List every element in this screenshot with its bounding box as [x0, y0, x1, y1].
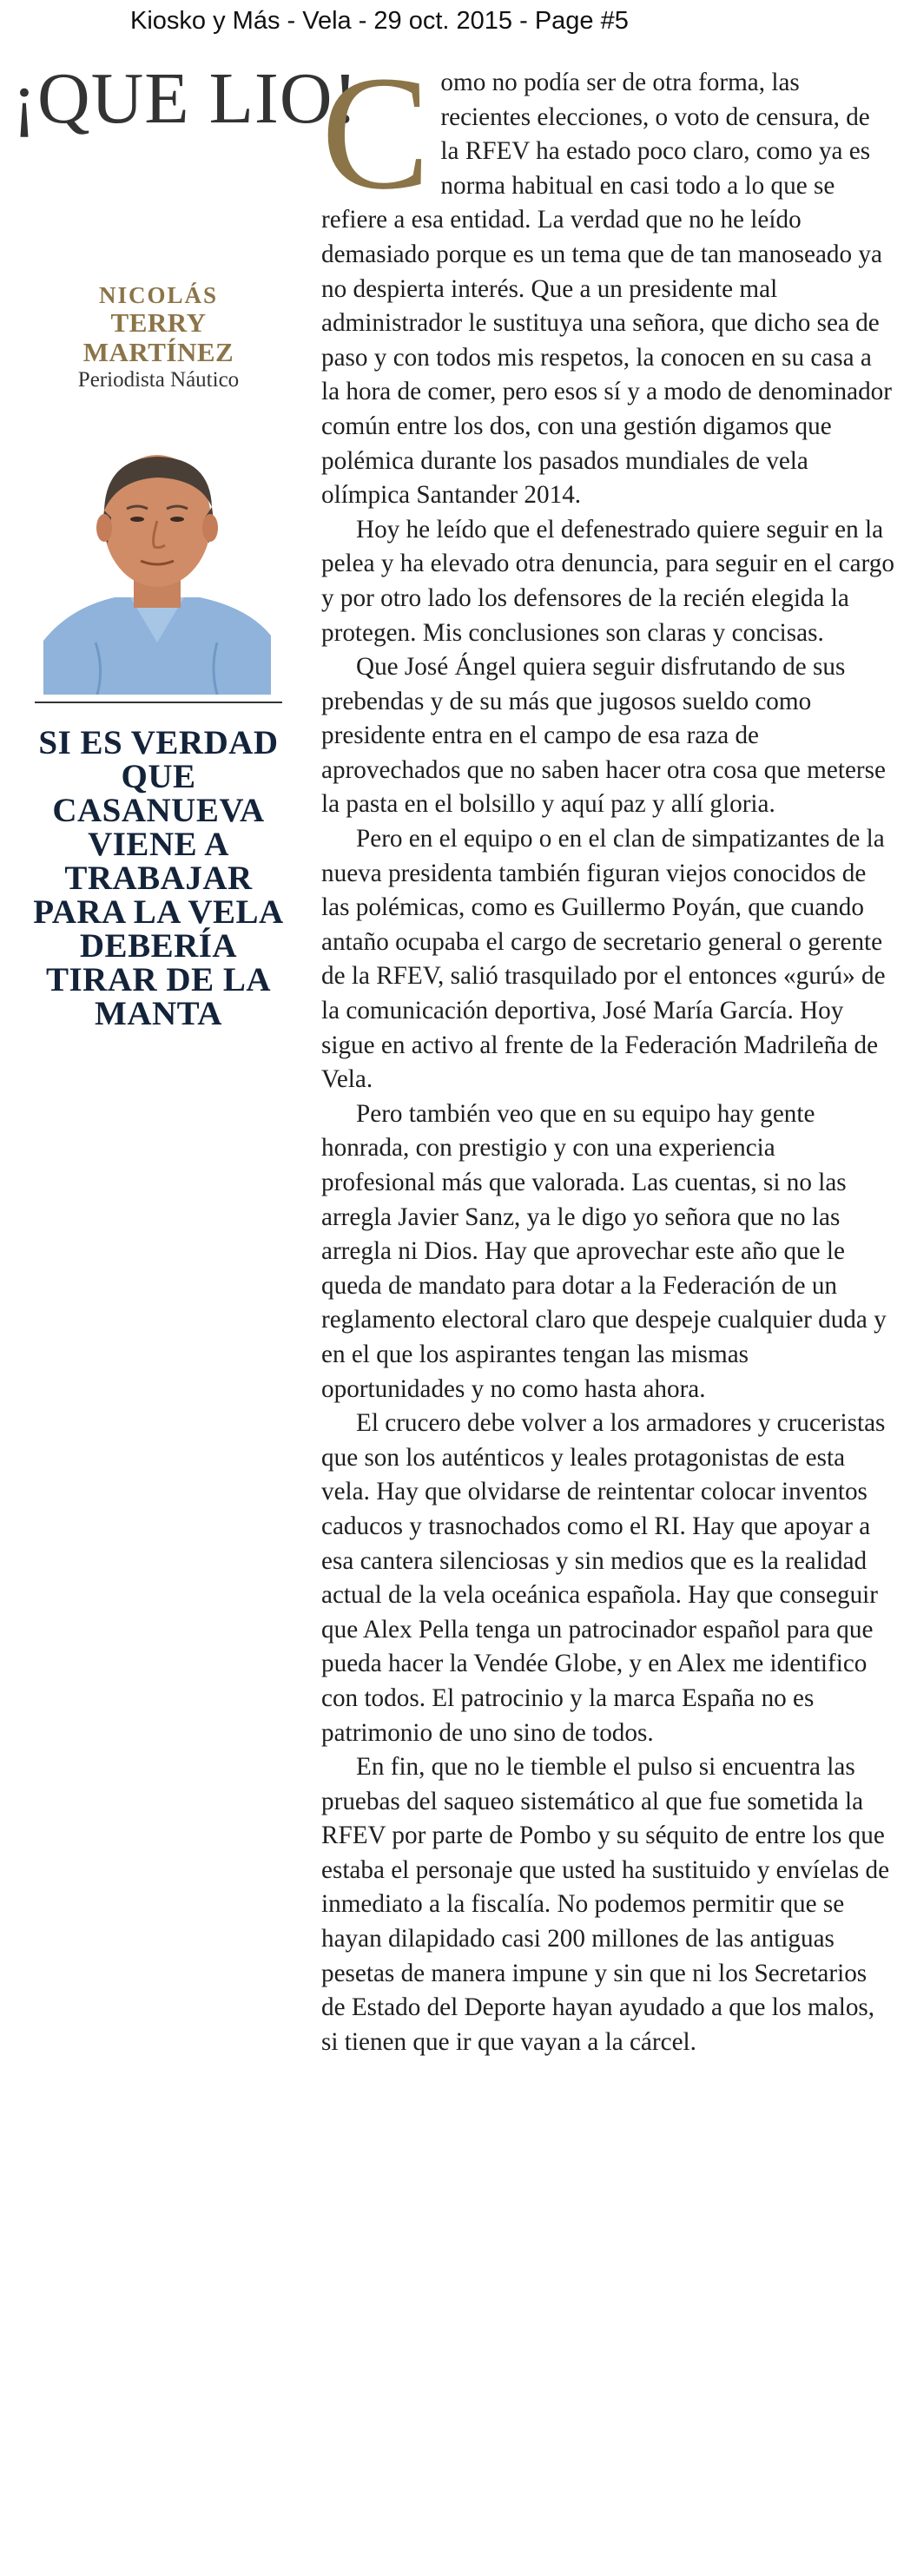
article-paragraph-1-text: omo no podía ser de otra forma, las recientes elecciones, o voto de censura, de la RFEV ha estado poco claro, como ya es norma habitual en casi todo a lo que se refiere a esa entidad. La verdad que no he leído demasiado porque es un tema que de tan manoseado ya no despierta interés. Que a un presidente mal administrador le sustituya una señora, que dicho sea de paso y con todos mis respetos, la conocen en su casa a la hora de comer, pero esos sí y a modo de denominador común entre los dos, con una gestión digamos que polémica durante los pasados mundiales de vela olímpica Santander 2014. — [321, 69, 892, 510]
article-paragraph-4: Pero en el equipo o en el clan de simpatizantes de la nueva presidenta también figuran viejos conocidos de las polémicas, como es Guillermo Poyán, que cuando antaño ocupaba el cargo de secretario general o gerente de la RFEV, salió trasquilado por el entonces «gurú» de la comunicación deportiva, José María García. Hoy sigue en activo al frente de la Federación Madrileña de Vela. — [321, 825, 886, 1094]
author-photo — [43, 434, 271, 695]
author-middle-name: TERRY — [110, 307, 207, 339]
article-paragraph-6: El crucero debe volver a los armadores y cruceristas que son los auténticos y leales protagonistas de esta vela. Hay que olvidarse de reintentar colocar inventos caducos y trasnochados como el RI. Hay que apoyar a esa cantera silenciosas y sin medios que es la realidad actual de la vela oceánica española. Hay que conseguir que Alex Pella tenga un patrocinador español para que pueda hacer la Vendée Globe, y en Alex me identifico con todos. El patrocinio y la marca España no es patrimonio de uno sino de todos. — [321, 1409, 886, 1747]
article-body — [321, 42, 894, 2059]
drop-cap: C — [321, 42, 431, 223]
pull-quote: SI ES VERDAD QUE CASANUEVA VIENE A TRABAJAR PARA LA VELA DEBERÍA TIRAR DE LA MANTA — [33, 724, 284, 1032]
article-paragraph-1 — [321, 42, 894, 513]
photo-divider — [35, 702, 282, 703]
article-paragraph-2: Hoy he leído que el defenestrado quiere seguir en la pelea y ha elevado otra denuncia, para seguir en el cargo y por otro lado los defensores de la recién elegida la protegen. Mis conclusiones son claras y concisas. — [321, 515, 894, 647]
article-paragraph-3: Que José Ángel quiera seguir disfrutando de sus prebendas y de su más que jugosos sueldo como presidente entra en el campo de esa raza de aprovechados que no saben hacer otra cosa que meterse la pasta en el bolsillo y aquí paz y allí gloria. — [321, 653, 886, 819]
author-first-name: NICOLÁS — [98, 282, 219, 308]
author-portrait-icon — [43, 434, 271, 695]
author-role: Periodista Náutico — [77, 368, 240, 392]
article-paragraph-7: En fin, que no le tiemble el pulso si encuentra las pruebas del saqueo sistemático al que fue sometida la RFEV por parte de Pombo y su séquito de entre los que estaba el personaje que usted ha sustituido y envíelas de inmediato a la fiscalía. No podemos permitir que se hayan dilapidado casi 200 millones de las antiguas pesetas de manera impune y sin que ni los Secretarios de Estado del Deporte hayan ayudado a que los malos, si tienen que ir que vayan a la cárcel. — [321, 1753, 890, 2056]
author-last-name: MARTÍNEZ — [82, 336, 234, 367]
page-header: Kiosko y Más - Vela - 29 oct. 2015 - Page #5 — [130, 7, 629, 35]
article-title: ¡QUE LIO! — [12, 58, 359, 139]
author-byline — [35, 283, 282, 392]
article-paragraph-5: Pero también veo que en su equipo hay gente honrada, con prestigio y con una experiencia profesional más que valorada. Las cuentas, si no las arregla Javier Sanz, ya le digo yo señora que no las arregla ni Dios. Hay que aprovechar este año que le queda de mandato para dotar a la Federación de un reglamento electoral claro que despeje cualquier duda y en el que los aspirantes tengan las mismas oportunidades y no como hasta ahora. — [321, 1099, 887, 1403]
